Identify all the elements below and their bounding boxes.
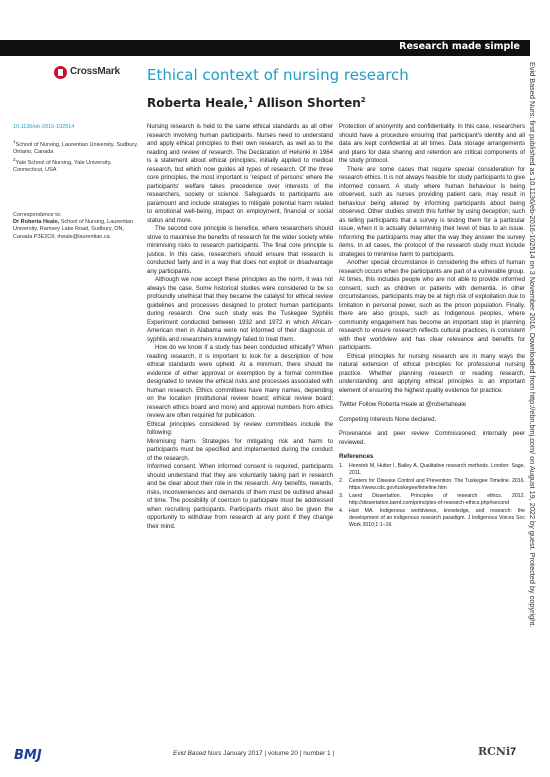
paragraph: Another special circumstance in considering the ethics of human research occurs when the participants are part of a vulnerable group. At times, this includes people who are not able to provide informed consent, such as children or patients with dementia. In other circumstances, participants may be at high risk of exploitation due to limitation in personal power, such as the prison population. Finally, there are also groups, such as Indigenous peoples, where community engagement has become an important step in planning research to ensure research reflects cultural practices, is consistent with their worldview and has clear relevance and benefits for participants. (339, 259, 525, 351)
author-list (147, 96, 366, 110)
doi-link[interactable]: 10.1136/eb-2016-102514 (13, 124, 75, 130)
twitter-note: Twitter Follow Roberta Heale at @robertaheale (339, 401, 467, 408)
body-column-1 (147, 123, 333, 531)
crossmark-label: CrossMark (70, 66, 120, 77)
reference-item: 3. Laerd Dissertation. Principles of research ethics. 2012. http://dissertation.laerd.com/principles-of-research-ethics.php#second (339, 492, 525, 506)
competing-interests: Competing interests None declared. (339, 415, 437, 423)
author-name: Allison Shorten (253, 96, 361, 110)
correspondence-name: Dr Roberta Heale, (13, 219, 60, 226)
footer-journal-info (173, 750, 334, 757)
affiliation-1: $^1$School of Nursing, Laurentian University, Sudbury, Ontario, Canada (13, 139, 138, 156)
paragraph: Informed consent. When informed consent is required, participants should understand that they are voluntarily taking part in research and be clear about their role in the research. Any benefits, rewards, risks, inconveniences and demands of them must be outlined ahead of time. The possibility of coercion to participate must be addressed when recruiting participants. Participants must also be given the opportunity to withdraw from research at any point if they change their mind. (147, 463, 333, 530)
paragraph: Nursing research is held to the same ethical standards as all other research involving human participants. Nurses need to understand and apply ethical principles to their own research, as well as to the reading and review of research. The Declaration of Helsinki in 1964 is a statement about ethical principles, initially applied to medical research, but which now guides all types of research. Of the three core principles, the most important is 'respect of persons' where the participants' welfare takes precedence over interests of the researchers, society or science. Safeguards to participants are paramount and include strategies to mitigate potential harm related to emotional well-being, impact on employment, financial or social status and more. (147, 123, 333, 224)
correspondence (13, 212, 138, 241)
paragraph: Minimising harm. Strategies for mitigating risk and harm to participants must be specified and implemented during the conduct of the research. (147, 437, 333, 462)
paragraph: Although we now accept these principles as the norm, it was not always the case. Some historical studies were considered to be so profoundly unethical that they became the catalyst for ethical review guidelines and processes designed to protect human participants during research. One such study was the Tuskegee Syphilis Experiment conducted between 1932 and 1972 in which African-American men in Alabama were not informed of their diagnosis of syphilis and researchers knowingly failed to treat them. (147, 276, 333, 343)
article-title: Ethical context of nursing research (147, 66, 409, 84)
reference-item: 2. Centers for Disease Control and Prevention. The Tuskegee Timeline. 2016. https://www.cdc.gov/tuskegee/timeline.htm (339, 477, 525, 491)
page-number: 7 (510, 746, 517, 758)
references-heading: References (339, 453, 374, 460)
paragraph: Ethical principles for nursing research are in many ways the natural extension of ethical principles for professional nursing practice. Whether planning research or reading research, understanding and applying ethical principles is an important element of ensuring the highest quality evidence for practice. (339, 352, 525, 394)
author-affiliation-mark: 1 (248, 96, 254, 104)
paragraph: Protection of anonymity and confidentiality. In this case, researchers should have a procedure ensuring that participant's identity and all data are kept confidential at all times. Data storage arrangements and plans for data sharing and retention are critical components of the study protocol. (339, 123, 525, 164)
author-affiliation-mark: 2 (360, 96, 366, 104)
crossmark-badge[interactable] (54, 66, 124, 80)
issue-info: January 2017 | volume 20 | number 1 | (221, 750, 335, 757)
crossmark-icon (54, 66, 67, 79)
affiliations (13, 138, 138, 174)
correspondence-label: Correspondence to: (13, 212, 62, 218)
section-label: Research made simple (399, 41, 520, 52)
paragraph: Ethical principles considered by review committees include the following: (147, 420, 333, 436)
correspondence-address: School of Nursing, Laurentian University, Ramsey Lake Road, Sudbury, ON, Canada P3E2C6; rheale@laurentian.ca (13, 219, 134, 240)
author-name: Roberta Heale, (147, 96, 249, 110)
paragraph: How do we know if a study has been conducted ethically? When reading research, it is important to look for a description of how ethical standards were upheld. At a minimum, there should be evidence of either approval or exemption by a formal committee designated to review the ethical risks and processes associated with human research. Ethics committees have many names, depending on the location (institutional review board; ethical review board; research ethics board and more) and approval numbers from ethics review are often required for publication. (147, 344, 333, 419)
reference-item: 4. Hart MA. Indigenous worldviews, knowledge, and research: the development of an indigenous research paradigm. J Indigenous Voices Soc Work 2010;1:1–16. (339, 507, 525, 528)
body-column-2 (339, 123, 525, 529)
paragraph: The second core principle is benefice, where researchers should strive to maximise the benefits of research for the wider society while minimising risks to research participants. The final core principle is justice. In this case, researchers should ensure that research is conducted fairly and in a way that does not exploit or disadvantage any participants. (147, 225, 333, 275)
citation-text: Evid Based Nurs: first published as 10.1136/eb-2016-102514 on 3 November 2016. Downloaded from http://ebn.bmj.com/ on August 19, 2022 by guest. Protected by copyright. (528, 62, 537, 628)
bmj-logo: BMJ (14, 748, 42, 763)
section-header-bar (0, 40, 530, 56)
reference-item: 1. Hennink M, Hutter I, Bailey A. Qualitative research methods. London: Sage, 2011. (339, 462, 525, 476)
affiliation-2: $^2$Yale School of Nursing, Yale University, Connecticut, USA (13, 157, 112, 174)
provenance: Provenance and peer review Commissioned; internally peer reviewed. (339, 430, 525, 446)
journal-name: Evid Based Nurs (173, 750, 222, 757)
vertical-citation-strip (525, 60, 545, 760)
paragraph: There are some cases that require special consideration for research ethics. It is not always feasible for study participants to give informed consent. A study where human behaviour is being observed, such as nurses providing patient care, may result in behaviour being altered by informing participants about being observed. Other studies stretch this further by using deception; such as telling participants that a survey is testing them for a particular issue, when it is actually determining their level of bias to an issue. Informing the participants may alter the way they answer the survey items. In all cases, the protocol of the research study must include strategies to minimise harm to participants. (339, 165, 525, 258)
rcni-logo: RCNi (478, 745, 511, 758)
